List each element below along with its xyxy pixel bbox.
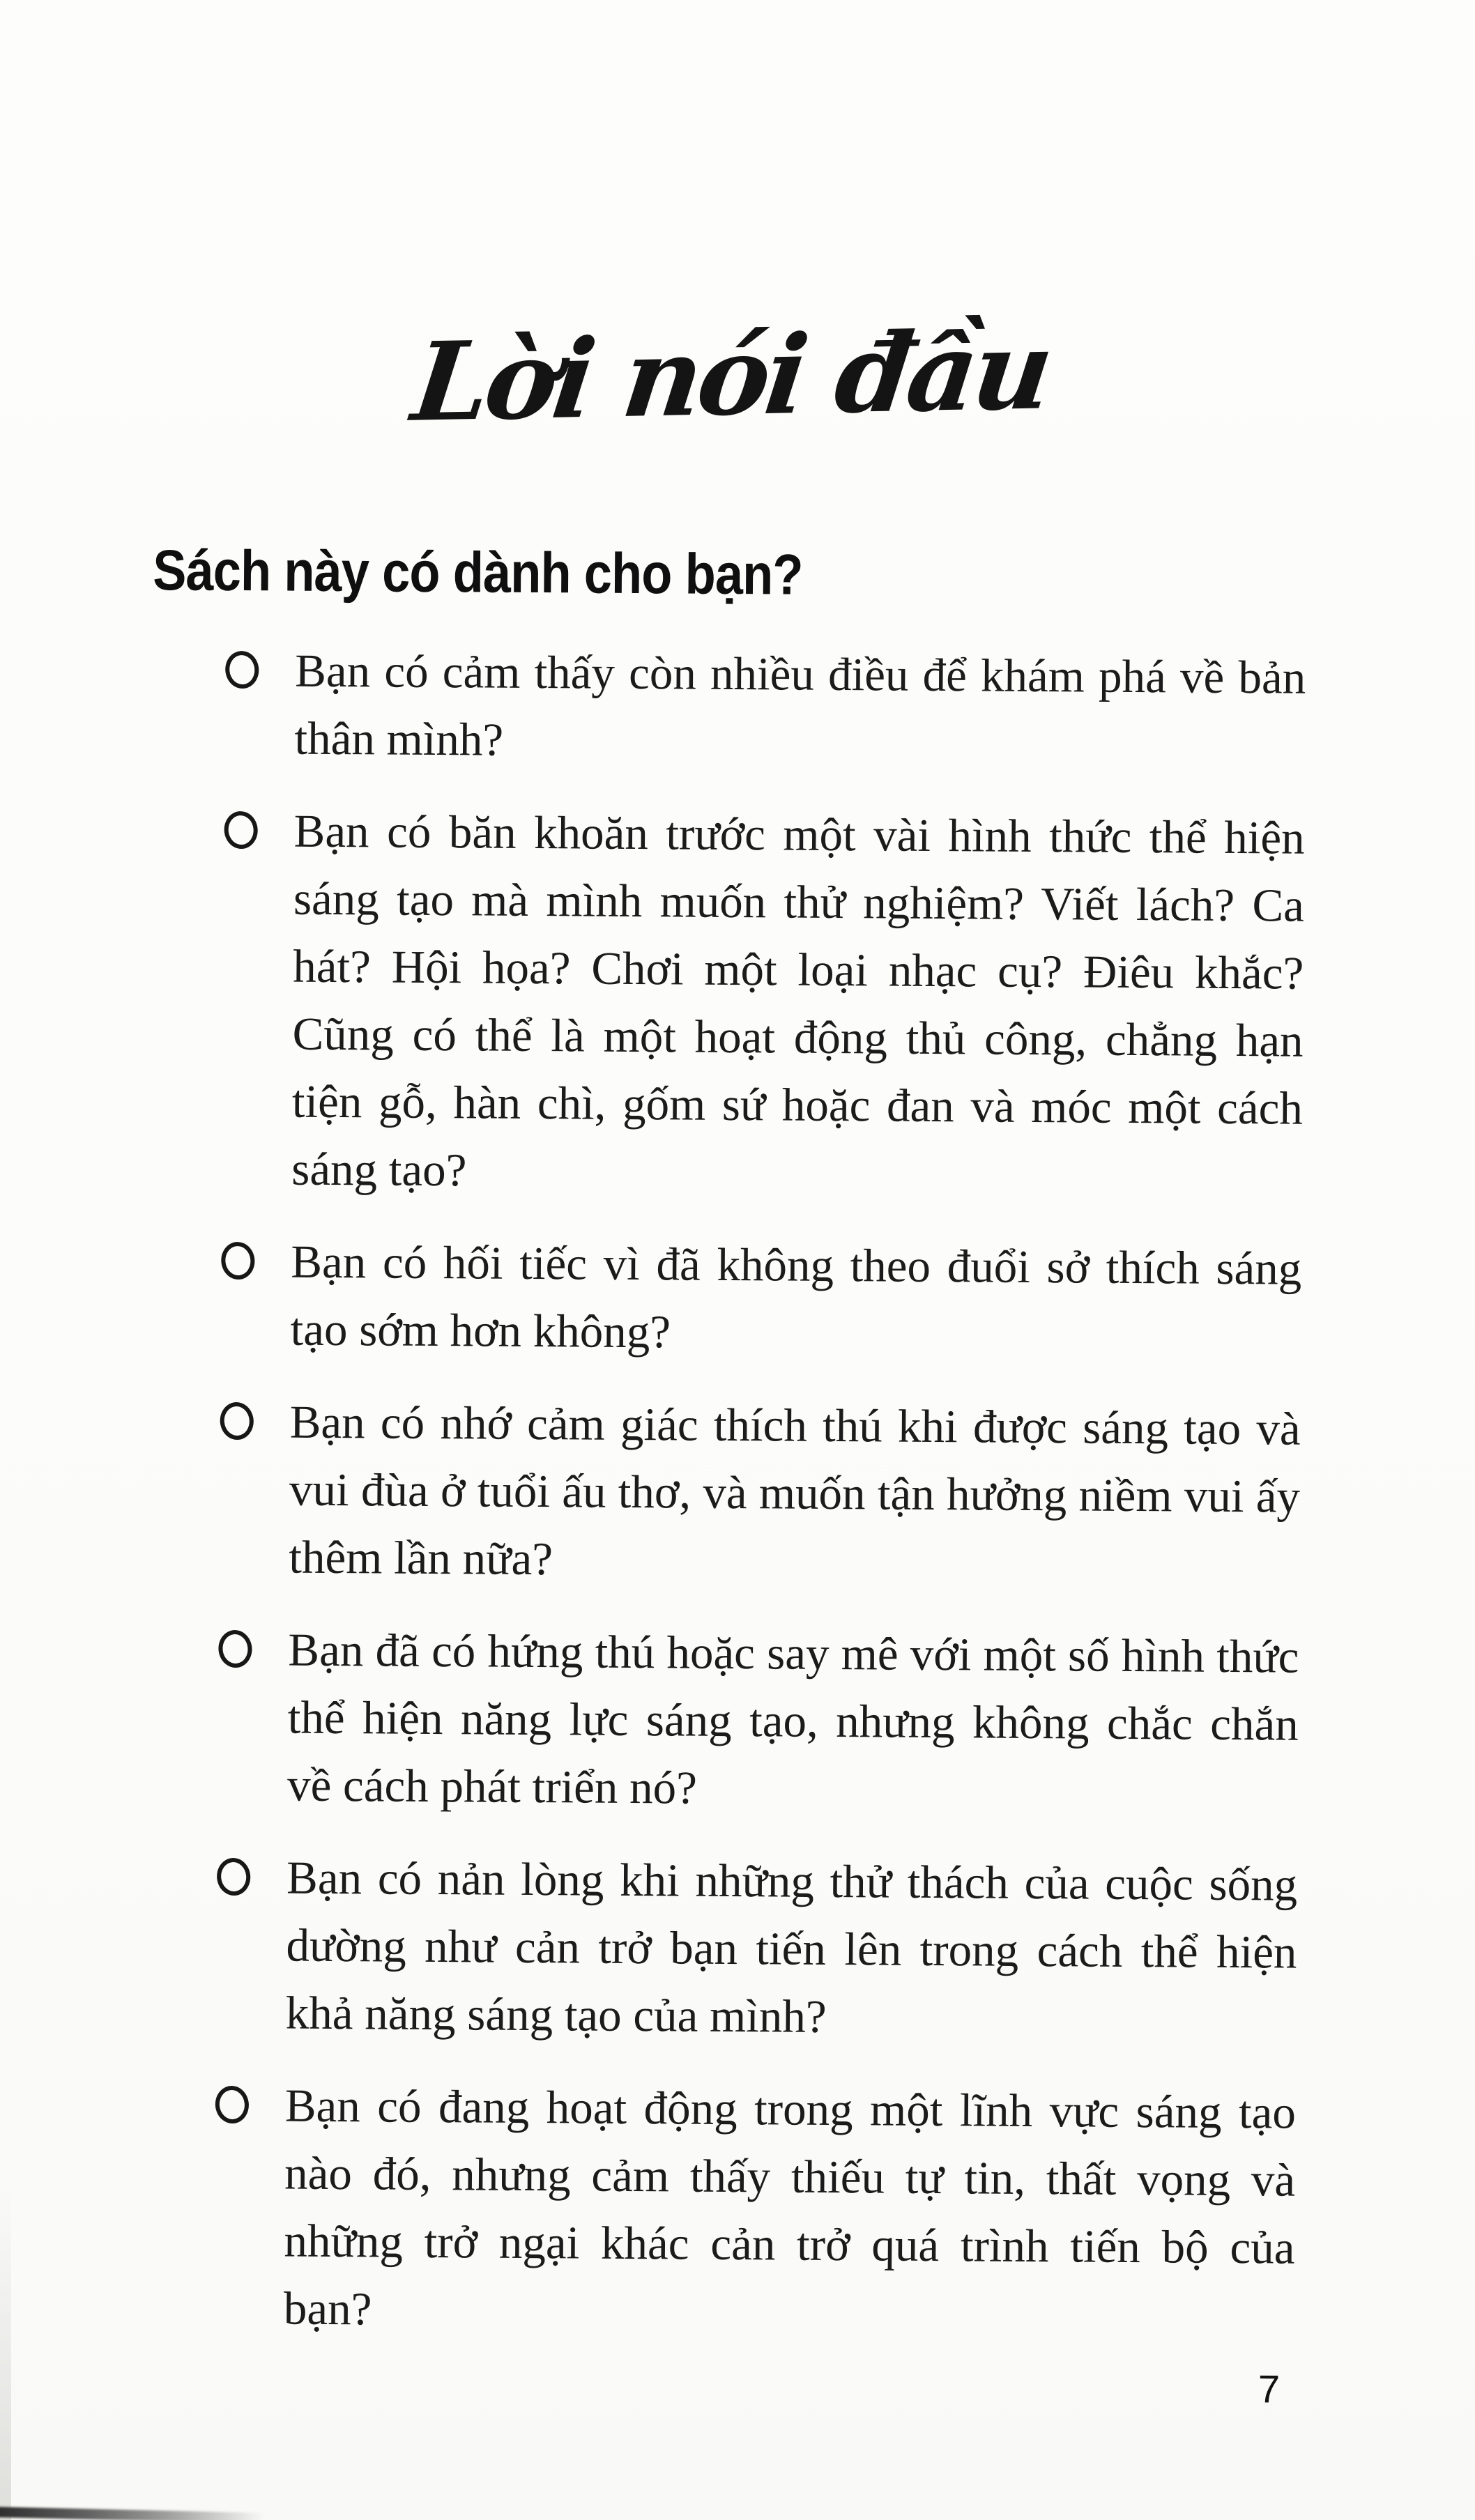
question-text: Bạn có băn khoăn trước một vài hình thức thể hiện sáng tạo mà mình muốn thử nghiệm? Viết lách? Ca hát? Hội họa? Chơi một loại nhạc cụ? Điêu khắc? Cũng có thể là một hoạt động thủ công, chẳng hạn tiện gỗ, hàn chì, gốm sứ hoặc đan và móc một cách sáng tạo?	[291, 805, 1305, 1197]
question-text: Bạn có cảm thấy còn nhiều điều để khám phá về bản thân mình?	[294, 645, 1306, 766]
question-text: Bạn có hối tiếc vì đã không theo đuổi sở thích sáng tạo sớm hơn không?	[290, 1236, 1302, 1358]
question-item	[219, 1388, 1301, 1599]
circle-bullet-icon	[217, 1629, 254, 1669]
question-text: Bạn có nản lòng khi những thử thách của cuộc sống dường như cản trở bạn tiến lên trong cách thể hiện khả năng sáng tạo của mình?	[285, 1852, 1298, 2043]
question-item	[220, 1228, 1301, 1371]
question-item	[215, 1844, 1297, 2054]
question-item	[222, 797, 1305, 1211]
page-title: Lời nói đầu	[406, 305, 1056, 446]
circle-bullet-icon	[218, 1401, 255, 1441]
question-text: Bạn có đang hoạt động trong một lĩnh vực sáng tạo nào đó, nhưng cảm thấy thiếu tự tin, thất vọng và những trở ngại khác cản trở quá trình tiến bộ của bạn?	[283, 2080, 1297, 2335]
question-list	[141, 636, 1306, 2349]
question-text: Bạn có nhớ cảm giác thích thú khi được sáng tạo và vui đùa ở tuổi ấu thơ, và muốn tận hưởng niềm vui ấy thêm lần nữa?	[289, 1396, 1301, 1585]
circle-bullet-icon	[215, 1857, 252, 1897]
question-item	[217, 1616, 1299, 1827]
question-text: Bạn đã có hứng thú hoặc say mê với một số hình thức thể hiện năng lực sáng tạo, nhưng không chắc chắn về cách phát triển nó?	[286, 1624, 1299, 1814]
section-heading: Sách này có dành cho bạn?	[152, 538, 803, 607]
page-number: 7	[1258, 2367, 1281, 2411]
page-content	[140, 0, 1310, 2375]
question-item	[224, 637, 1306, 780]
circle-bullet-icon	[220, 1240, 257, 1281]
page-edge-left	[0, 2185, 11, 2520]
circle-bullet-icon	[222, 810, 259, 850]
circle-bullet-icon	[213, 2084, 250, 2125]
question-item	[214, 2072, 1297, 2350]
circle-bullet-icon	[224, 650, 261, 690]
